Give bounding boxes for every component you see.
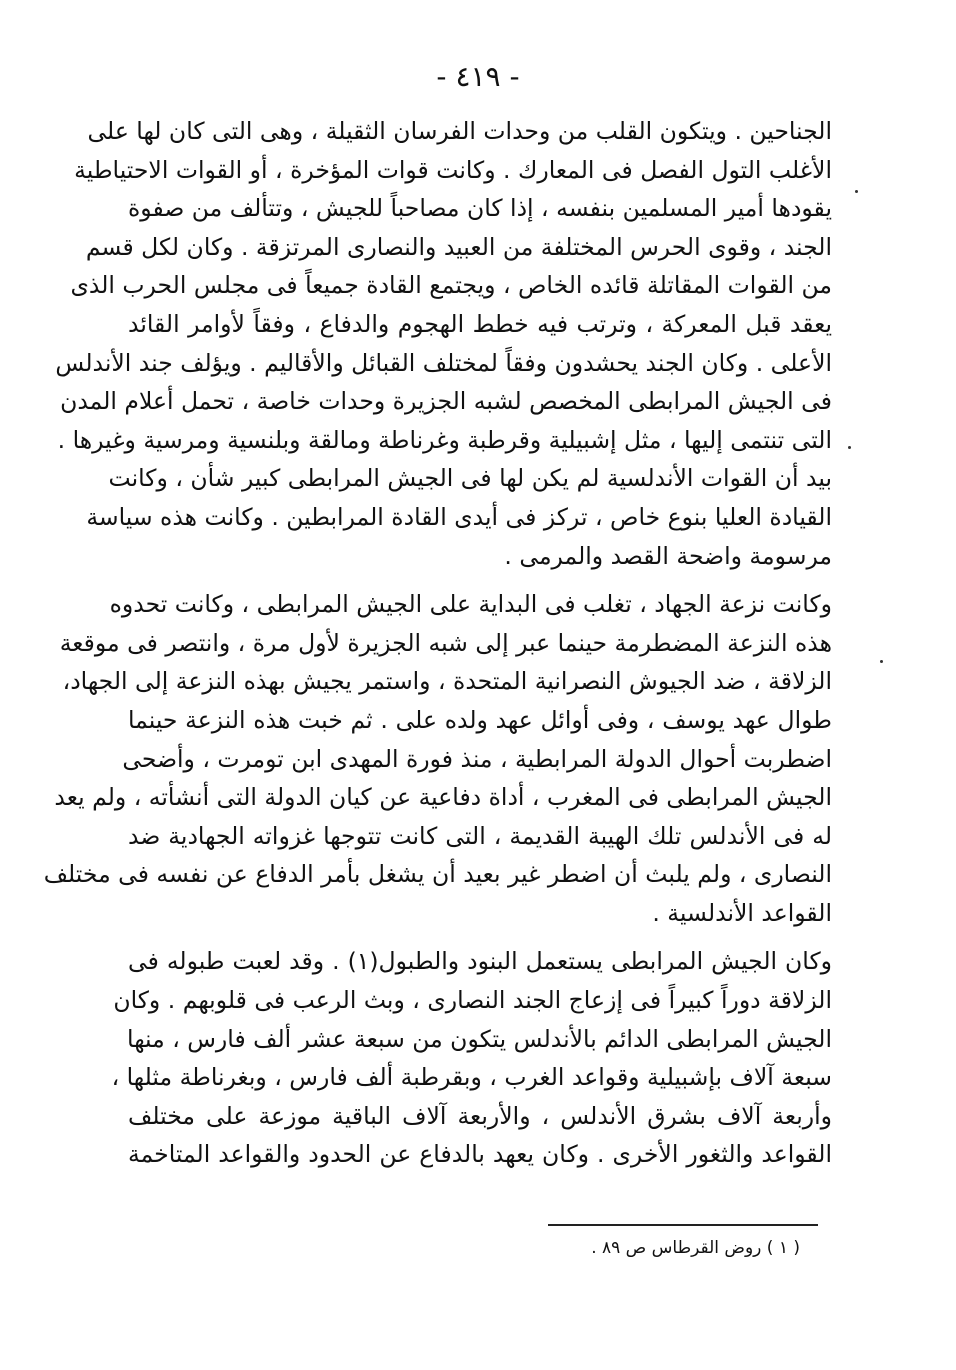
footnote-divider <box>548 1224 818 1226</box>
text-line: طوال عهد يوسف ، وفى أوائل عهد ولده على . ثم خبت هذه النزعة حينما <box>128 705 832 734</box>
text-line: الجناحين . ويتكون القلب من وحدات الفرسان الثقيلة ، وهى التى كان لها على <box>87 117 832 145</box>
text-line: التى تنتمى إليها ، مثل إشبيلية وقرطبة وغرناطة ومالقة وبلنسية ومرسية وغيرها . <box>57 425 832 454</box>
text-line: سبعة آلاف بإشبيلية وقواعد الغرب ، وبقرطبة ألف فارس ، وبغرناطة مثلها ، <box>111 1063 832 1092</box>
text-line: الجيش المرابطى فى المغرب ، أداة دفاعية عن كيان الدولة التى أنشأته ، ولم يعد <box>54 783 832 812</box>
text-line: يقودها أمير المسلمين بنفسه ، إذا كان مصاحباً للجيش ، وتتألف من صفوة <box>128 194 832 223</box>
text-line: مرسومة واضحة القصد والمرمى . <box>504 541 832 570</box>
main-text <box>43 112 832 1174</box>
text-line: فى الجيش المرابطى المخصص لشبه الجزيرة وحدات خاصة ، تحمل أعلام المدن <box>60 387 832 416</box>
scan-speck <box>848 446 851 449</box>
text-line: الزلاقة دوراً كبيراً فى إزعاج الجند النصارى ، وبث الرعب فى قلوبهم . وكان <box>113 986 832 1015</box>
scan-speck <box>855 190 858 193</box>
text-line: القواعد الأندلسية . <box>652 898 832 927</box>
text-line: وكانت نزعة الجهاد ، تغلب فى البداية على الجيش المرابطى ، وكانت تحدوه <box>109 590 832 619</box>
text-line: يعقد قبل المعركة ، وترتب فيه خطط الهجوم والدفاع ، وفقاً لأوامر القائد <box>128 309 832 338</box>
text-line: بيد أن القوات الأندلسية لم يكن لها فى الجيش المرابطى كبير شأن ، وكانت <box>108 464 832 493</box>
text-line: الجيش المرابطى الدائم بالأندلس يتكون من سبعة عشر ألف فارس ، منها <box>127 1024 832 1053</box>
text-line: الأغلب التول الفصل فى المعارك . وكانت قوات المؤخرة ، أو القوات الاحتياطية <box>74 155 832 184</box>
paragraph-1 <box>55 112 832 575</box>
text-line: النصارى ، ولم يلبث أن اضطر غير بعيد أن يشغل بأمر الدفاع عن نفسه فى مختلف <box>43 860 832 889</box>
text-line: الجند ، وقوى الحرس المختلفة من العبيد والنصارى المرتزقة . وكان لكل قسم <box>85 232 832 261</box>
text-line: وأربعة آلاف بشرق الأندلس ، والأربعة آلاف الباقية موزعة على مختلف <box>128 1101 832 1130</box>
text-line: القيادة العليا بنوع خاص ، تركز فى أيدى القادة المرابطين . وكانت هذه سياسة <box>86 502 832 531</box>
text-line: وكان الجيش المرابطى يستعمل البنود والطبول(١) . وقد لعبت طبوله فى <box>128 947 832 976</box>
text-line: من القوات المقاتلة قائده الخاص ، ويجتمع القادة جميعاً فى مجلس الحرب الذى <box>70 271 832 300</box>
paragraph-2 <box>43 585 832 932</box>
text-line: هذه النزعة المضطرمة حينما عبر إلى شبه الجزيرة لأول مرة ، وانتصر فى موقعة <box>59 628 832 657</box>
text-line: له فى الأندلس تلك الهيبة القديمة ، التى كانت تتوجها غزواته الجهادية ضد <box>128 821 832 850</box>
page-number: - ٤١٩ - <box>436 60 520 93</box>
scan-speck <box>880 660 883 663</box>
text-line: اضطربت أحوال الدولة المرابطية ، منذ فورة المهدى ابن تومرت ، وأضحى <box>122 744 832 773</box>
text-line: الأعلى . وكان الجند يحشدون وفقاً لمختلف القبائل والأقاليم . ويؤلف جند الأندلس <box>55 348 832 377</box>
paragraph-3 <box>111 942 832 1174</box>
text-line: الزلاقة ، ضد الجيوش النصرانية المتحدة ، واستمر يجيش بهذه النزعة إلى الجهاد، <box>62 667 832 696</box>
text-line: القواعد والثغور الأخرى . وكان يعهد بالدفاع عن الحدود والقواعد المتاخمة <box>128 1140 832 1169</box>
footnote: ( ١ ) روض القرطاس ص ٨٩ . <box>591 1238 800 1258</box>
